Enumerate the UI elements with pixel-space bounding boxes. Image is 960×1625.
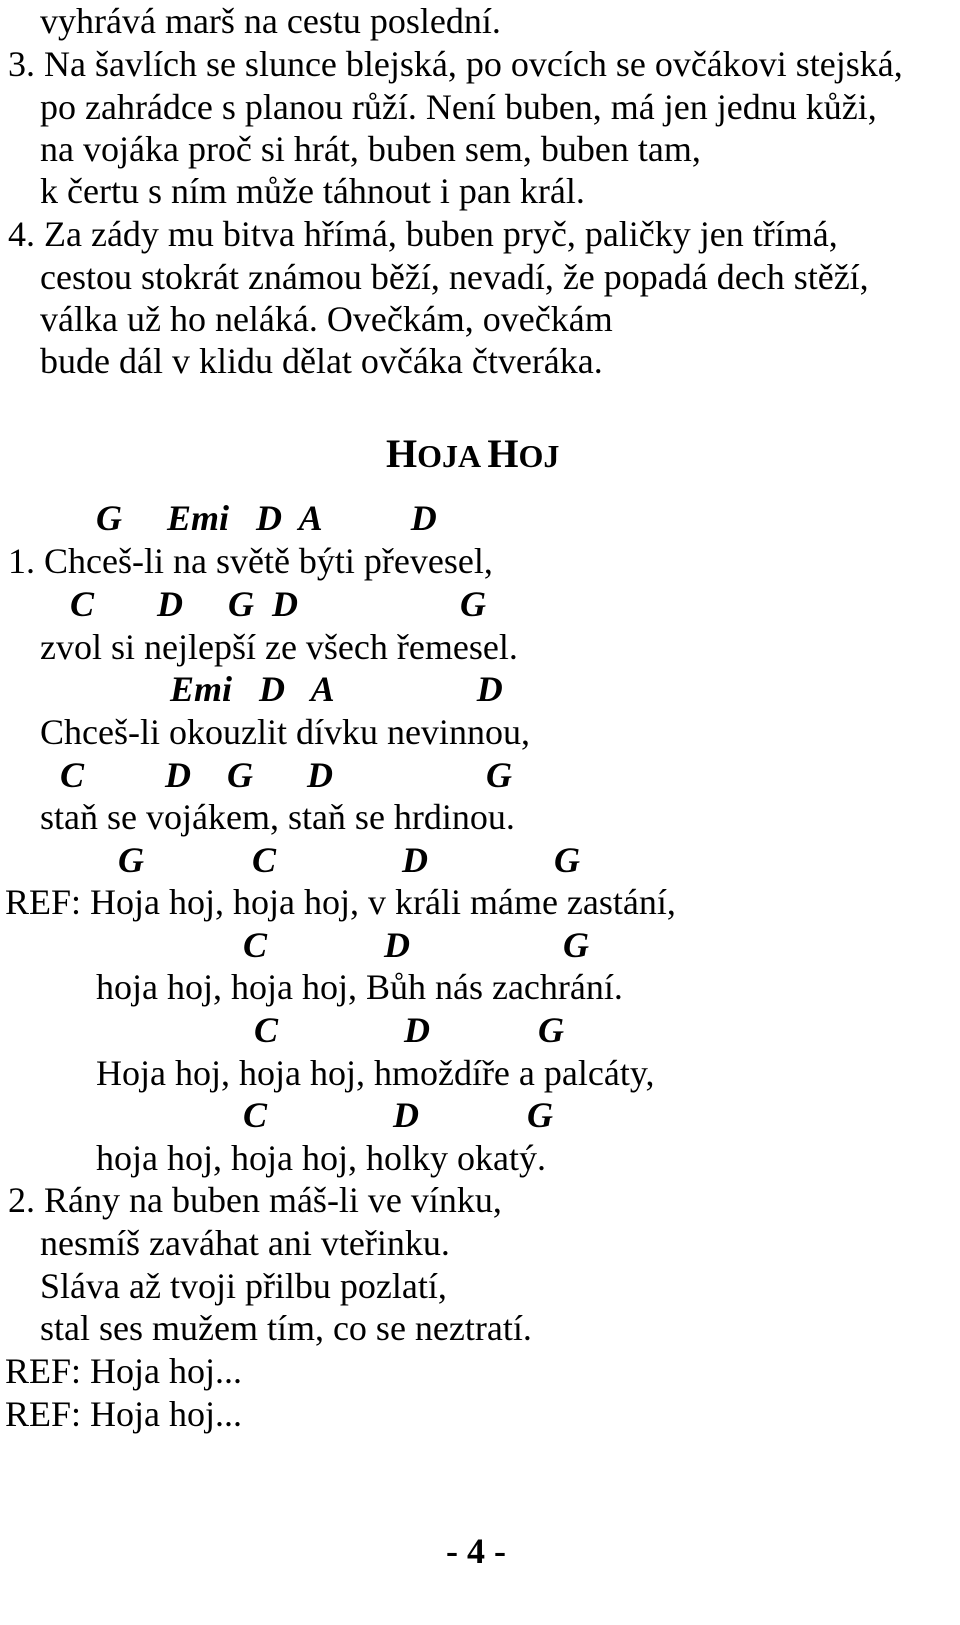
lyric-line: Chceš-li okouzlit dívku nevinnou, — [40, 712, 530, 752]
lyric-line: zvol si nejlepší ze všech řemesel. — [40, 627, 518, 667]
page-number: - 4 - — [446, 1531, 506, 1571]
lyric-line: 4. Za zády mu bitva hřímá, buben pryč, paličky jen třímá, — [8, 214, 838, 254]
chord-line: Emi D A D — [170, 669, 503, 709]
refrain-line: REF: Hoja hoj... — [5, 1351, 243, 1391]
lyric-line: k čertu s ním může táhnout i pan král. — [40, 171, 585, 211]
lyric-line: stal ses mužem tím, co se neztratí. — [40, 1308, 532, 1348]
lyric-line: válka už ho neláká. Ovečkám, ovečkám — [40, 299, 613, 339]
lyric-line: 3. Na šavlích se slunce blejská, po ovcích se ovčákovi stejská, — [8, 44, 903, 84]
chord-line: G C D G — [118, 840, 581, 880]
lyric-line: 1. Chceš-li na světě býti převesel, — [8, 541, 493, 581]
refrain-line: Hoja hoj, hoja hoj, hmoždíře a palcáty, — [96, 1053, 655, 1093]
lyric-line: Sláva až tvoji přilbu pozlatí, — [40, 1266, 447, 1306]
refrain-line: REF: Hoja hoj, hoja hoj, v králi máme zastání, — [5, 882, 676, 922]
lyric-line: nesmíš zaváhat ani vteřinku. — [40, 1223, 450, 1263]
refrain-line: hoja hoj, hoja hoj, Bůh nás zachrání. — [96, 967, 623, 1007]
chord-line: C D G — [254, 1010, 565, 1050]
chord-line: C D G D G — [60, 755, 513, 795]
chord-line: C D G — [243, 1095, 554, 1135]
chord-line: C D G D G — [70, 584, 487, 624]
song-title: HOJA HOJ — [386, 431, 560, 476]
lyric-line: cestou stokrát známou běží, nevadí, že popadá dech stěží, — [40, 257, 869, 297]
lyric-line: staň se vojákem, staň se hrdinou. — [40, 797, 515, 837]
chord-line: G Emi D A D — [96, 498, 437, 538]
lyric-line: bude dál v klidu dělat ovčáka čtveráka. — [40, 341, 603, 381]
refrain-line: REF: Hoja hoj... — [5, 1394, 243, 1434]
refrain-line: hoja hoj, hoja hoj, holky okatý. — [96, 1138, 546, 1178]
lyric-line: vyhrává marš na cestu poslední. — [40, 1, 501, 41]
lyric-line: po zahrádce s planou růží. Není buben, má jen jednu kůži, — [40, 87, 877, 127]
lyric-line: na vojáka proč si hrát, buben sem, buben tam, — [40, 129, 701, 169]
lyric-line: 2. Rány na buben máš-li ve vínku, — [8, 1180, 502, 1220]
chord-line: C D G — [243, 925, 590, 965]
